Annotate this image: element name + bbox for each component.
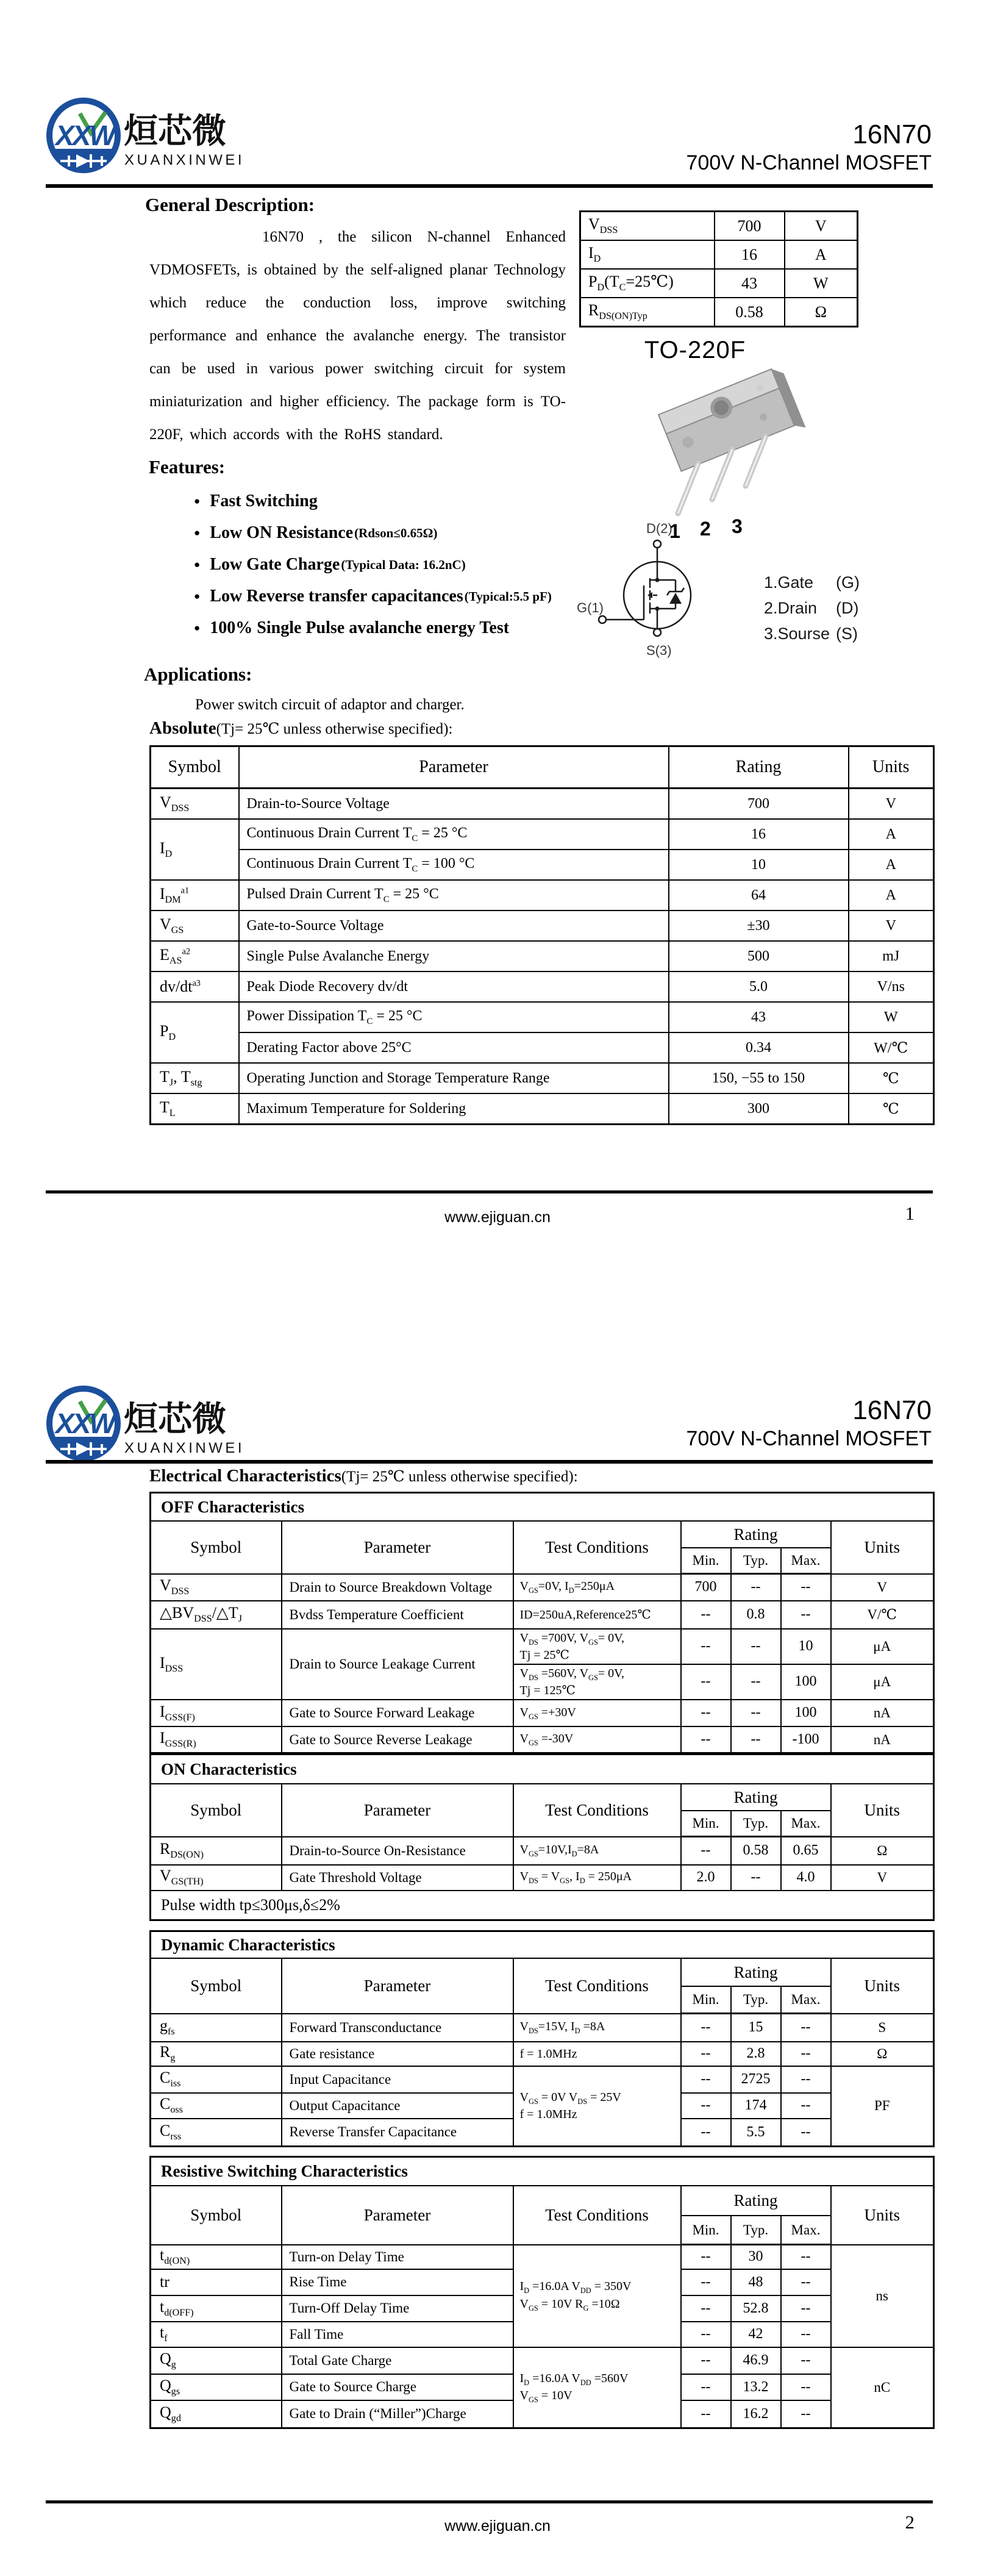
table-row: $Q_{gd}$ Gate to Drain (“Miller”)Charge -- 16.2 -- [151, 2400, 934, 2428]
table-header-row: Min. Typ. Max. [151, 1986, 934, 2014]
bullet-icon: ● [194, 495, 201, 507]
list-item: ● 100% Single Pulse avalanche energy Test [194, 618, 510, 637]
section-header: OFF Characteristics [151, 1493, 934, 1522]
list-item: 2.Drain (D) [764, 599, 859, 617]
electrical-characteristics-title: Electrical Characteristics(Tj= 25℃ unless otherwise specified): [149, 1466, 578, 1486]
table-row: $V_{GS}$ Gate-to-Source Voltage ±30 V [151, 911, 934, 941]
general-description-body: 16N70 , the silicon N-channel Enhanced VDMOSFETs, is obtained by the self-aligned planar Technology which reduce the conduction loss, improve switching performance and enhance the avalanche energy. The transistor can be used in various power switching circuit for system miniaturization and higher efficiency. The package form is TO-220F, which accords with the RoHS standard. [149, 229, 566, 443]
footer-rule [46, 2500, 933, 2503]
table-header-row: Symbol Parameter Test Conditions Rating Units [151, 1521, 934, 1548]
part-number: 16N70 [852, 1395, 932, 1425]
list-item: ● Low ON Resistance (Rdson≤0.65Ω) [194, 523, 438, 542]
resistive-switching-table [149, 2156, 935, 2429]
table-row: $I_{GSS(F)}$ Gate to Source Forward Leakage $V_{GS} =+30V$ -- -- 100 nA [151, 1700, 934, 1726]
features-title: Features: [149, 456, 226, 478]
table-header-row: Min. Typ. Max. [151, 1811, 934, 1837]
table-header-row: Symbol Parameter Test Conditions Rating Units [151, 2186, 934, 2216]
table-row: $V_{DS} =560V$, $V_{GS}= 0V$, Tj = 125℃ -- -- 100 μA [151, 1664, 934, 1700]
table-row: $Q_g$ Total Gate Charge $I_D =16.0A$ $V_{DD} =560V$ $V_{GS} = 10V$ -- 46.9 -- nC [151, 2347, 934, 2374]
table-row: $V_{DSS}$ 700 V [580, 212, 858, 241]
table-row: $I_D$ 16 A [580, 240, 858, 269]
pin-number: 1 [669, 520, 680, 542]
absolute-maximum-ratings-table [149, 745, 935, 1125]
table-row: $C_{iss}$ Input Capacitance $V_{GS} = 0V$ $V_{DS} = 25V$ f = 1.0MHz -- 2725 -- PF [151, 2066, 934, 2093]
table-row: $t_{d(ON)}$ Turn-on Delay Time $I_D =16.0A$ $V_{DD} = 350V$ $V_{GS} = 10V$ $R_G =10\Omega$ -- 30 -- ns [151, 2245, 934, 2269]
footer-website-link[interactable]: www.ejiguan.cn [444, 2517, 551, 2535]
pin-legend [764, 573, 860, 650]
features-list [194, 485, 552, 644]
drain-label: D(2) [646, 521, 672, 536]
table-row: $t_f$ Fall Time -- 42 -- [151, 2322, 934, 2347]
bullet-icon: ● [194, 559, 201, 570]
table-row: $V_{DSS}$ Drain-to-Source Voltage 700 V [151, 789, 934, 820]
footer-rule [46, 1190, 933, 1193]
list-item: ● Low Reverse transfer capacitances (Typical:5.5 pF) [194, 587, 552, 606]
table-row: $dv/dt^{a3}$ Peak Diode Recovery dv/dt 5.0 V/ns [151, 971, 934, 1002]
table-header-row: Min. Typ. Max. [151, 2216, 934, 2245]
part-subtitle: 700V N-Channel MOSFET [686, 1427, 932, 1450]
table-header-row: Symbol Parameter Test Conditions Rating Units [151, 1958, 934, 1986]
table-row: Derating Factor above 25°C 0.34 W/℃ [151, 1032, 934, 1063]
table-row: $C_{oss}$ Output Capacitance -- 174 -- [151, 2093, 934, 2119]
table-row: $P_D$ Power Dissipation $T_C = 25$ °C 43 W [151, 1002, 934, 1032]
header-rule [46, 1460, 933, 1464]
applications-body: Power switch circuit of adaptor and charger. [195, 696, 465, 713]
table-row: $\triangle BV_{DSS}/\triangle T_J$ Bvdss Temperature Coefficient ID=250uA,Reference25℃ -- 0.8 -- V/℃ [151, 1601, 934, 1629]
table-row: $R_{DS(ON)Typ}$ 0.58 Ω [580, 298, 858, 327]
table-row: $t_{d(OFF)}$ Turn-Off Delay Time -- 52.8 -- [151, 2295, 934, 2322]
general-description-title: General Description: [145, 194, 315, 215]
absolute-title: Absolute(Tj= 25℃ unless otherwise specified): [149, 718, 453, 738]
table-row: $P_D(T_C=25℃)$ 43 W [580, 269, 858, 298]
brand-logo [46, 1384, 247, 1470]
brand-abbr: XXW [55, 1408, 114, 1439]
off-characteristics-table [149, 1492, 935, 1754]
table-row: $T_J$, $T_{stg}$ Operating Junction and Storage Temperature Range 150, −55 to 150 ℃ [151, 1063, 934, 1093]
source-label: S(3) [646, 643, 672, 658]
part-number: 16N70 [852, 120, 932, 149]
list-item: 3.Sourse (S) [764, 624, 858, 643]
on-characteristics-table [149, 1753, 935, 1921]
table-row: $g_{fs}$ Forward Transconductance $V_{DS}=15V$, $I_D =8A$ -- 15 -- S [151, 2014, 934, 2042]
footer-website-link[interactable]: www.ejiguan.cn [444, 1209, 551, 1226]
package-label: TO-220F [644, 337, 746, 363]
brand-name-cn: 烜芯微 [124, 1400, 226, 1438]
pin-number: 3 [732, 515, 743, 537]
table-row: $V_{DSS}$ Drain to Source Breakdown Voltage $V_{GS}=0V$, $I_D=250\mu A$ 700 -- -- V [151, 1574, 934, 1601]
list-item: ● Fast Switching [194, 492, 318, 510]
bullet-icon: ● [194, 622, 201, 634]
brand-abbr: XXW [55, 120, 114, 151]
part-subtitle: 700V N-Channel MOSFET [686, 151, 932, 174]
spec-summary-table [579, 210, 858, 327]
page-number: 2 [905, 2511, 915, 2533]
dynamic-characteristics-table [149, 1930, 935, 2147]
page-2 [0, 1288, 995, 2576]
table-row: $I_{DSS}$ Drain to Source Leakage Current $V_{DS} =700V$, $V_{GS}= 0V$, Tj = 25℃ -- -- 10 μA [151, 1629, 934, 1664]
table-note-row: Pulse width tp≤300μs,δ≤2% [151, 1891, 934, 1920]
table-row: $I_{DM}^{a1}$ Pulsed Drain Current $T_C = 25$ °C 64 A [151, 880, 934, 911]
table-header-row: Symbol Parameter Rating Units [151, 746, 934, 789]
table-row: $I_D$ Continuous Drain Current $T_C = 25$ °C 16 A [151, 819, 934, 850]
pin-number: 2 [700, 518, 711, 540]
table-row: $I_{GSS(R)}$ Gate to Source Reverse Leakage $V_{GS} =-30V$ -- -- -100 nA [151, 1726, 934, 1753]
table-row: Continuous Drain Current $T_C = 100$ °C 10 A [151, 850, 934, 880]
table-row: $T_L$ Maximum Temperature for Soldering 300 ℃ [151, 1093, 934, 1125]
page-number: 1 [905, 1203, 915, 1224]
section-header: ON Characteristics [151, 1755, 934, 1784]
table-row: $E_{AS}^{a2}$ Single Pulse Avalanche Energy 500 mJ [151, 941, 934, 971]
bullet-icon: ● [194, 527, 201, 538]
brand-logo [46, 96, 247, 182]
brand-name-cn: 烜芯微 [124, 112, 226, 150]
table-row: $R_g$ Gate resistance f = 1.0MHz -- 2.8 -- Ω [151, 2042, 934, 2066]
list-item: ● Low Gate Charge (Typical Data: 16.2nC) [194, 555, 466, 574]
bullet-icon: ● [194, 590, 201, 602]
list-item: 1.Gate (G) [764, 573, 860, 592]
header-rule [46, 184, 933, 188]
gate-label: G(1) [577, 600, 604, 615]
applications-title: Applications: [144, 664, 252, 685]
brand-name-en: XUANXINWEI [124, 1440, 245, 1456]
mosfet-symbol-diagram [573, 517, 750, 667]
table-row: $Q_{gs}$ Gate to Source Charge -- 13.2 -- [151, 2374, 934, 2400]
table-header-row: Symbol Parameter Test Conditions Rating Units [151, 1784, 934, 1811]
brand-name-en: XUANXINWEI [124, 152, 245, 168]
table-row: $R_{DS(ON)}$ Drain-to-Source On-Resistance $V_{GS}=10V,I_D=8A$ -- 0.58 0.65 Ω [151, 1837, 934, 1865]
section-header: Dynamic Characteristics [151, 1931, 934, 1959]
table-row: $C_{rss}$ Reverse Transfer Capacitance -- 5.5 -- [151, 2119, 934, 2147]
table-row: $V_{GS(TH)}$ Gate Threshold Voltage $V_{DS} = V_{GS}$, $I_D = 250\mu A$ 2.0 -- 4.0 V [151, 1865, 934, 1891]
table-header-row: Min. Typ. Max. [151, 1548, 934, 1574]
table-row: tr Rise Time -- 48 -- [151, 2269, 934, 2295]
section-header: Resistive Switching Characteristics [151, 2157, 934, 2186]
